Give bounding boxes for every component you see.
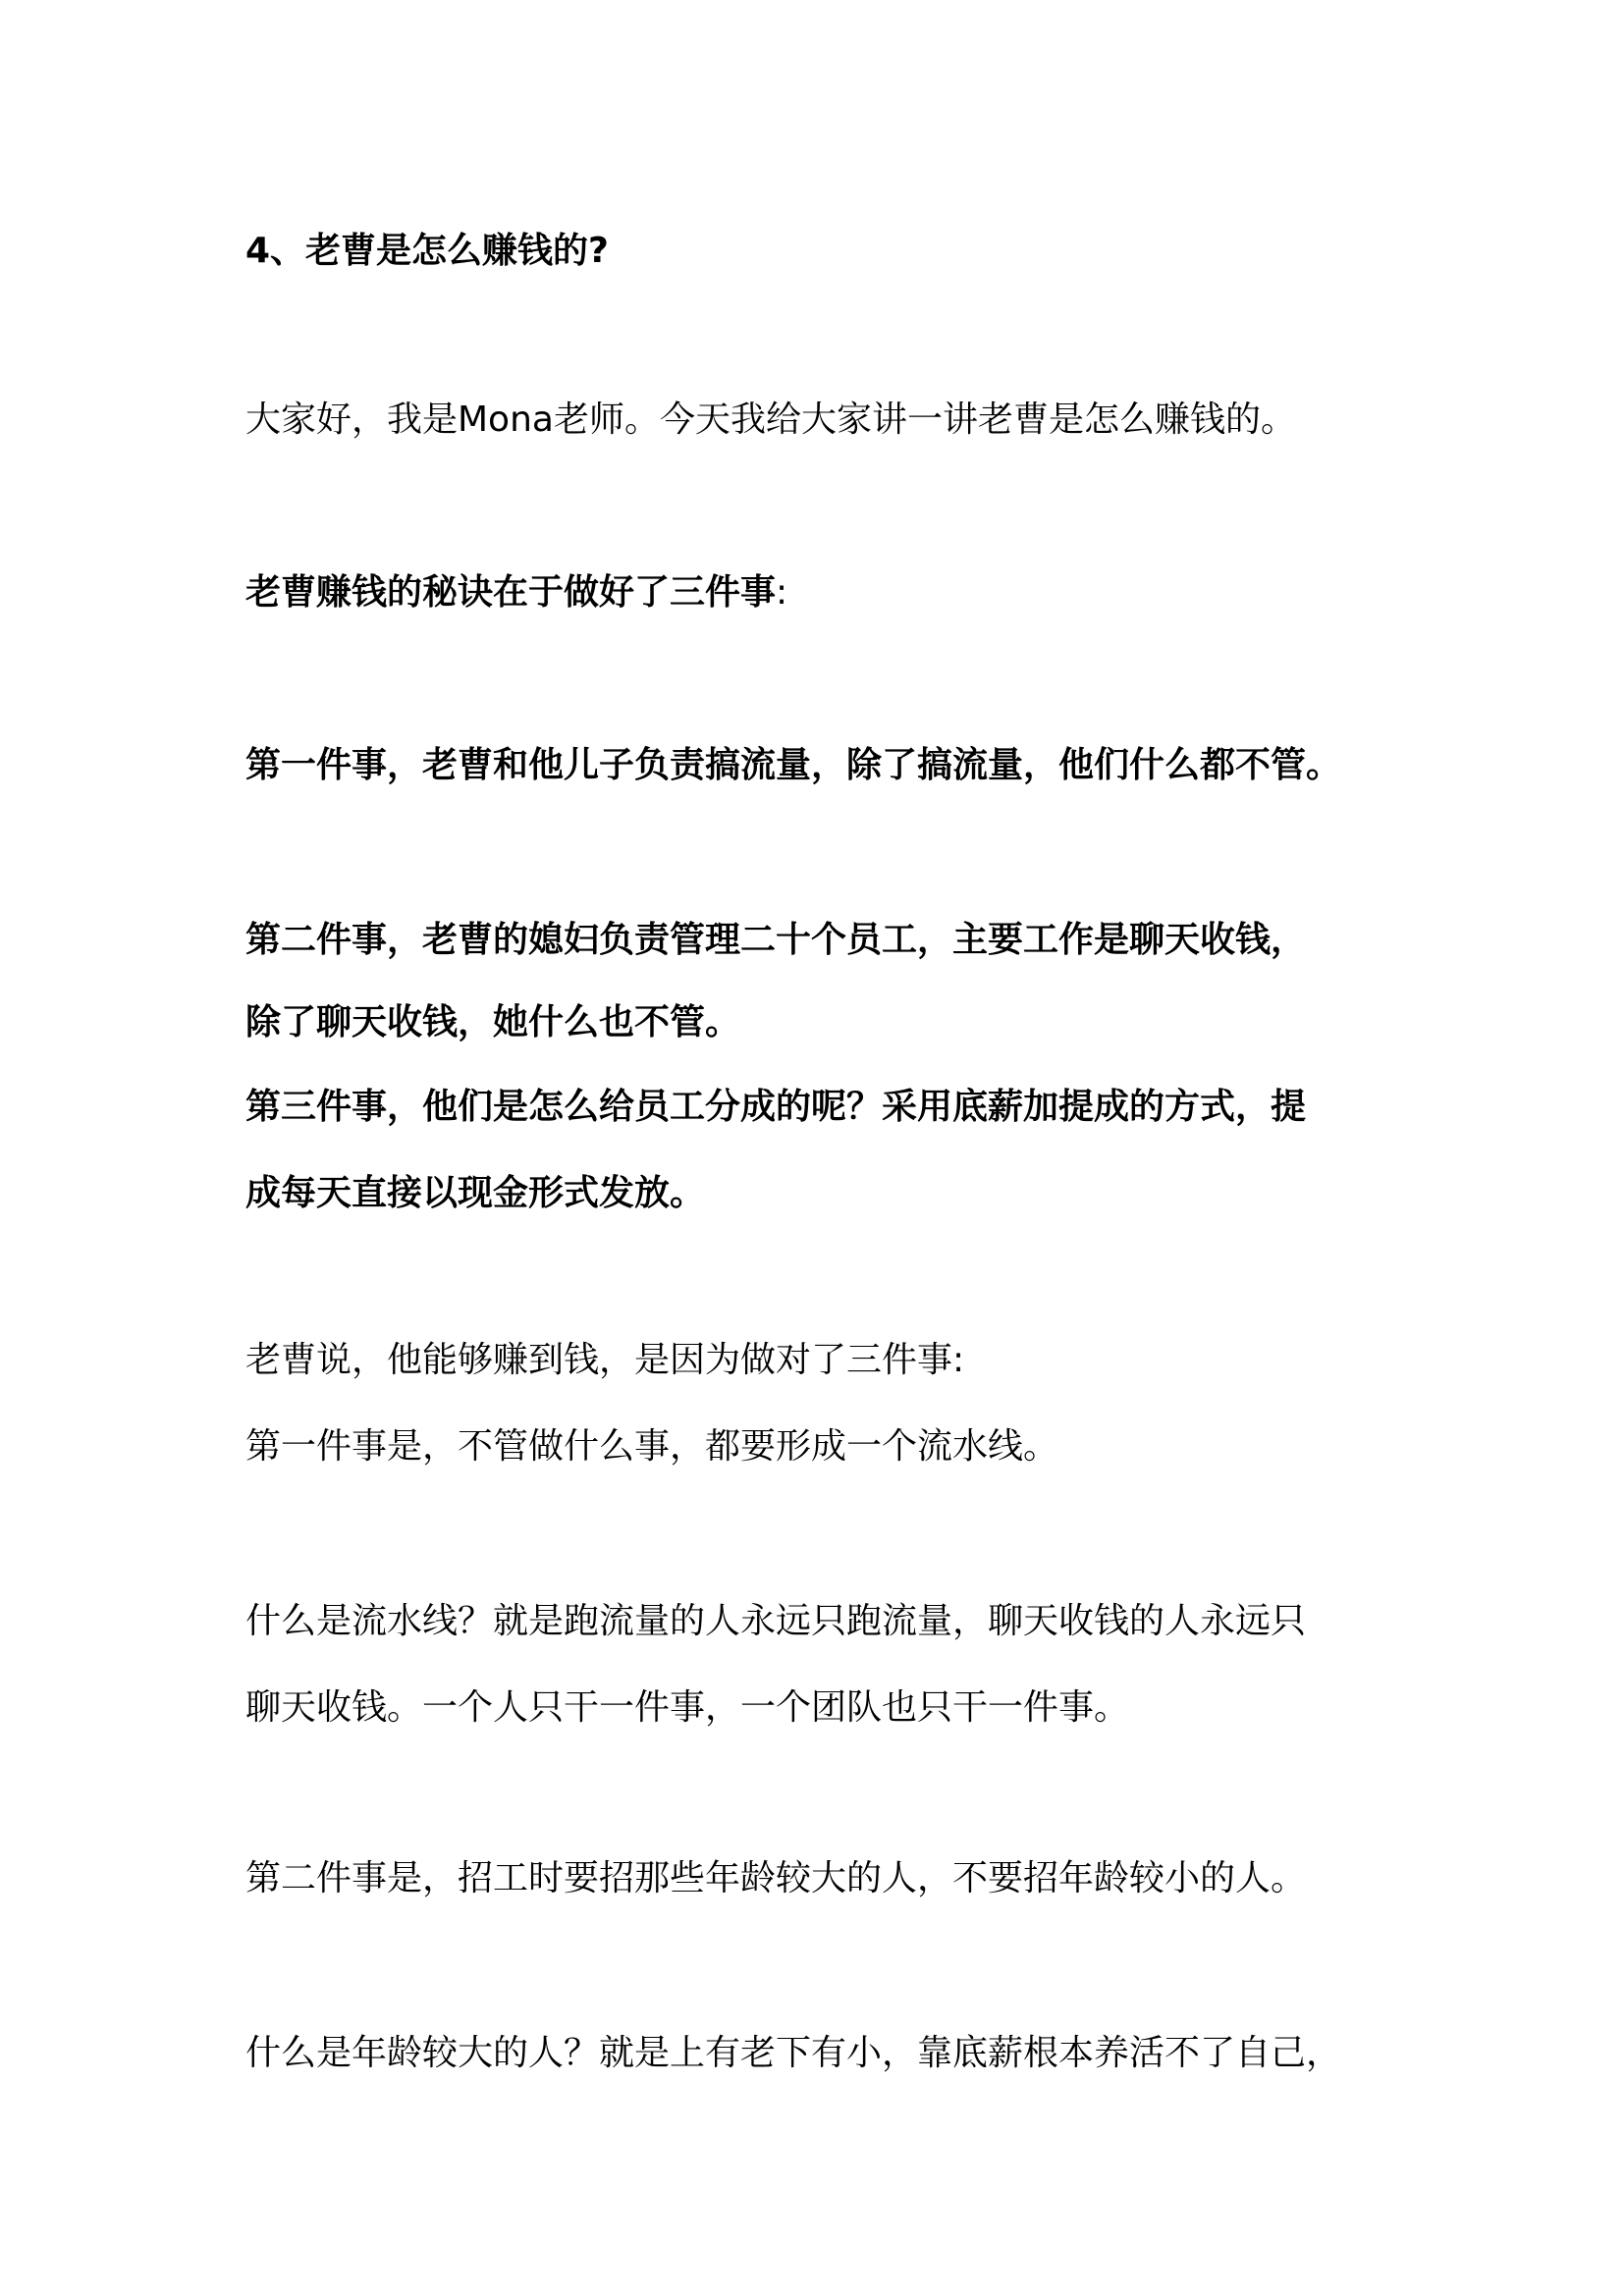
secret-label: 老曹赚钱的秘诀在于做好了三件事 [245,572,777,613]
thing-three-line-1: 第三件事，他们是怎么给员工分成的呢？采用底薪加提成的方式，提 [245,1087,1307,1127]
older-people-paragraph: 什么是年龄较大的人？就是上有老下有小，靠底薪根本养活不了自己， [245,2033,1342,2073]
thing-two-line-2: 除了聊天收钱，她什么也不管。 [245,1002,741,1042]
pipeline-line-1: 什么是流水线？就是跑流量的人永远只跑流量，聊天收钱的人永远只 [245,1601,1307,1641]
point-one-paragraph: 第一件事是，不管做什么事，都要形成一个流水线。 [245,1426,1059,1467]
thing-one-paragraph: 第一件事，老曹和他儿子负责搞流量，除了搞流量，他们什么都不管。 [245,745,1342,785]
thing-two-line-1: 第二件事，老曹的媳妇负责管理二十个员工，主要工作是聊天收钱， [245,920,1307,960]
pipeline-line-2: 聊天收钱。一个人只干一件事，一个团队也只干一件事。 [245,1687,1130,1728]
intro-paragraph: 大家好，我是Mona老师。今天我给大家讲一讲老曹是怎么赚钱的。 [245,400,1296,440]
section-heading: 4、老曹是怎么赚钱的? [245,231,609,271]
thing-three-line-2: 成每天直接以现金形式发放。 [245,1173,706,1213]
secret-colon: : [776,572,788,613]
secret-paragraph [245,569,787,616]
cao-says-paragraph: 老曹说，他能够赚到钱，是因为做对了三件事: [245,1340,965,1380]
point-two-paragraph: 第二件事是，招工时要招那些年龄较大的人，不要招年龄较小的人。 [245,1858,1307,1898]
